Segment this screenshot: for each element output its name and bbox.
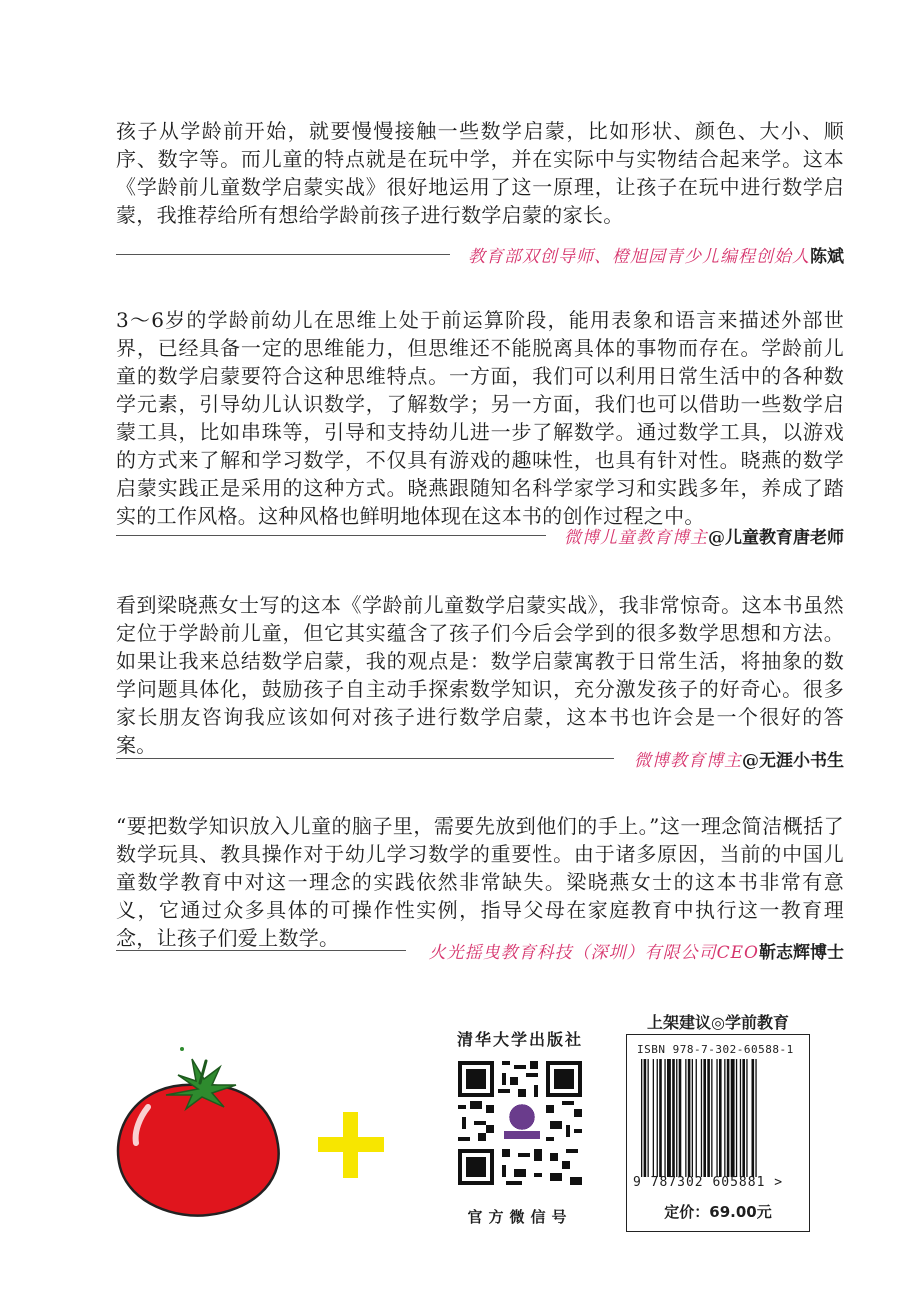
shelf-suggestion: 上架建议◎学前教育 <box>647 1013 789 1032</box>
isbn-text: ISBN 978-7-302-60588-1 <box>637 1043 794 1056</box>
reviewer-role: 火光摇曳教育科技（深圳）有限公司CEO <box>428 943 759 963</box>
qr-caption: 官方微信号 <box>467 1208 573 1226</box>
divider <box>116 758 614 759</box>
reviewer-name: @无涯小书生 <box>742 751 844 771</box>
review-signature <box>429 938 844 963</box>
barcode-panel <box>626 1034 810 1232</box>
reviewer-name: 陈斌 <box>810 247 844 267</box>
review-signature <box>634 746 844 771</box>
review-signature <box>468 242 844 267</box>
review-1 <box>0 117 900 229</box>
review-text: 孩子从学龄前开始，就要慢慢接触一些数学启蒙，比如形状、颜色、大小、顺序、数字等。而儿童的特点就是在玩中学，并在实际中与实物结合起来学。这本《学龄前儿童数学启蒙实战》很好地运用了这一原理，让孩子在玩中进行数学启蒙，我推荐给所有想给学龄前孩子进行数学启蒙的家长。 <box>116 119 844 227</box>
divider <box>116 950 406 951</box>
reviewer-role: 教育部双创导师、橙旭园青少儿编程创始人 <box>468 247 810 267</box>
review-4 <box>0 812 900 952</box>
barcode-icon <box>641 1059 797 1177</box>
qr-code-icon <box>454 1057 586 1189</box>
divider <box>116 254 450 255</box>
plus-icon <box>318 1112 384 1178</box>
review-text: 3～6岁的学龄前幼儿在思维上处于前运算阶段，能用表象和语言来描述外部世界，已经具备一定的思维能力，但思维还不能脱离具体的事物而存在。学龄前儿童的数学启蒙要符合这种思维特点。一方面，我们可以利用日常生活中的各种数学元素，引导幼儿认识数学，了解数学；另一方面，我们也可以借助一些数学启蒙工具，比如串珠等，引导和支持幼儿进一步了解数学。通过数学工具，以游戏的方式来了解和学习数学，不仅具有游戏的趣味性，也具有针对性。晓燕的数学启蒙实践正是采用的这种方式。晓燕跟随知名科学家学习和实践多年，养成了踏实的工作风格。这种风格也鲜明地体现在这本书的创作过程之中。 <box>116 308 844 528</box>
reviewer-name: 靳志辉博士 <box>759 943 844 963</box>
reviewer-role: 微博教育博主 <box>634 751 742 771</box>
ean-digits: 9 787302 605881 > <box>633 1175 784 1190</box>
review-3 <box>0 591 900 759</box>
publisher-name: 清华大学出版社 <box>456 1030 583 1049</box>
reviewer-name: @儿童教育唐老师 <box>708 528 844 548</box>
tomato-icon <box>108 1045 288 1225</box>
reviewer-role: 微博儿童教育博主 <box>564 528 708 548</box>
price: 定价：69.00元 <box>664 1203 772 1221</box>
review-signature <box>564 523 844 548</box>
review-text: “要把数学知识放入儿童的脑子里，需要先放到他们的手上。”这一理念简洁概括了数学玩具、教具操作对于幼儿学习数学的重要性。由于诸多原因，当前的中国儿童数学教育中对这一理念的实践依然非常缺失。梁晓燕女士的这本书非常有意义，它通过众多具体的可操作性实例，指导父母在家庭教育中执行这一教育理念，让孩子们爱上数学。 <box>116 814 844 950</box>
review-text: 看到梁晓燕女士写的这本《学龄前儿童数学启蒙实战》，我非常惊奇。这本书虽然定位于学龄前儿童，但它其实蕴含了孩子们今后会学到的很多数学思想和方法。如果让我来总结数学启蒙，我的观点是：数学启蒙寓教于日常生活，将抽象的数学问题具体化，鼓励孩子自主动手探索数学知识，充分激发孩子的好奇心。很多家长朋友咨询我应该如何对孩子进行数学启蒙，这本书也许会是一个很好的答案。 <box>116 593 844 757</box>
divider <box>116 535 546 536</box>
review-2 <box>0 306 900 530</box>
